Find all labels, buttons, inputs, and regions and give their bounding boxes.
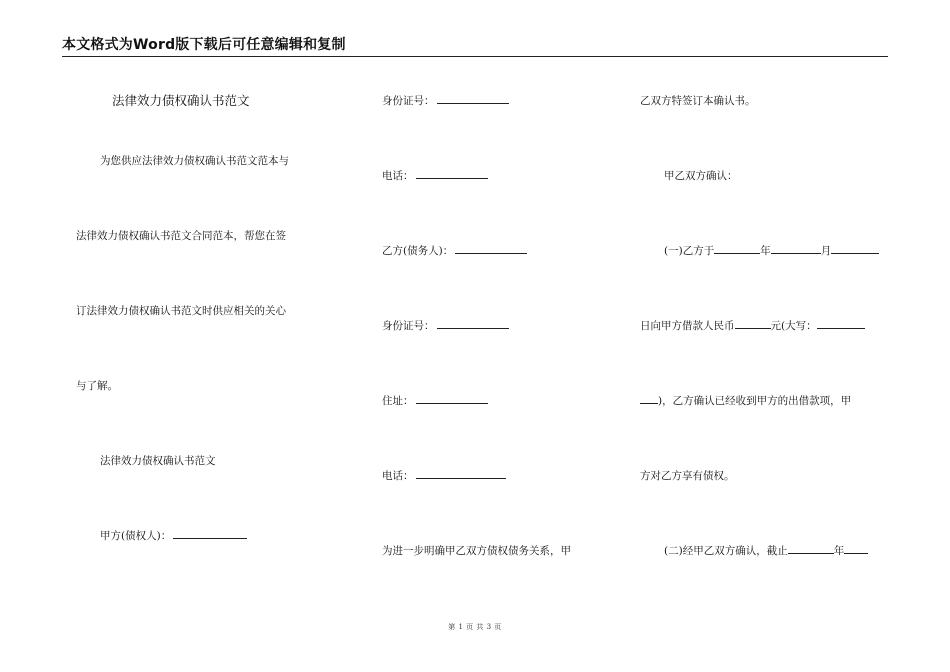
paragraph-line: 订法律效力债权确认书范文时供应相关的关心 bbox=[76, 305, 286, 317]
cutoff-year-blank bbox=[788, 544, 834, 554]
day-blank bbox=[831, 244, 879, 254]
paragraph-line: 为进一步明确甲乙双方债权债务关系，甲 bbox=[382, 545, 571, 557]
id-b-label: 身份证号： bbox=[382, 320, 435, 332]
phone-b-blank bbox=[416, 469, 506, 479]
address-b-field bbox=[382, 394, 488, 408]
amount-uppercase-blank-cont bbox=[640, 394, 658, 404]
phone-a-field bbox=[382, 169, 488, 183]
party-b-blank bbox=[455, 244, 527, 254]
page-header: 本文格式为Word版下载后可任意编辑和复制 bbox=[62, 34, 888, 57]
cutoff-prefix: (二)经甲乙双方确认，截止 bbox=[664, 545, 788, 557]
document-title: 法律效力债权确认书范文 bbox=[112, 93, 250, 108]
cutoff-year-label: 年 bbox=[833, 545, 845, 557]
loan-date-line bbox=[664, 244, 879, 258]
cutoff-date-line bbox=[664, 544, 868, 558]
party-b-field bbox=[382, 244, 527, 258]
party-a-blank bbox=[173, 529, 247, 539]
id-a-label: 身份证号： bbox=[382, 95, 435, 107]
amount-uppercase-blank bbox=[817, 319, 865, 329]
party-b-label: 乙方(债务人)： bbox=[382, 245, 454, 257]
section-subtitle: 法律效力债权确认书范文 bbox=[100, 455, 216, 467]
loan-amount-line bbox=[640, 319, 865, 333]
paragraph-line: 法律效力债权确认书范文合同范本，帮您在签 bbox=[76, 230, 286, 242]
section-heading: 甲乙双方确认： bbox=[664, 170, 738, 182]
loan-amount-prefix: 日向甲方借款人民币 bbox=[640, 320, 735, 332]
page-number: 第 1 页 共 3 页 bbox=[448, 623, 502, 631]
party-a-label: 甲方(债权人)： bbox=[100, 530, 172, 542]
loan-date-prefix: (一)乙方于 bbox=[664, 245, 715, 257]
party-a-field bbox=[100, 529, 247, 543]
phone-a-label: 电话： bbox=[382, 170, 414, 182]
id-b-field bbox=[382, 319, 509, 333]
cutoff-month-blank bbox=[844, 544, 868, 554]
phone-b-label: 电话： bbox=[382, 470, 414, 482]
address-b-label: 住址： bbox=[382, 395, 414, 407]
id-a-blank bbox=[437, 94, 509, 104]
receipt-confirm-text: )，乙方确认已经收到甲方的出借款项，甲 bbox=[658, 395, 852, 407]
address-b-blank bbox=[416, 394, 488, 404]
id-a-field bbox=[382, 94, 509, 108]
year-blank bbox=[714, 244, 760, 254]
month-label: 月 bbox=[820, 245, 832, 257]
paragraph-line: 与了解。 bbox=[76, 380, 118, 392]
phone-a-blank bbox=[416, 169, 488, 179]
paragraph-line: 方对乙方享有债权。 bbox=[640, 470, 735, 482]
amount-uppercase-label: 元(大写： bbox=[770, 320, 817, 332]
month-blank bbox=[771, 244, 821, 254]
phone-b-field bbox=[382, 469, 506, 483]
receipt-confirm-line bbox=[640, 394, 851, 408]
paragraph-line: 乙双方特签订本确认书。 bbox=[640, 95, 756, 107]
year-label: 年 bbox=[760, 245, 771, 257]
amount-blank bbox=[735, 319, 771, 329]
paragraph-line: 为您供应法律效力债权确认书范文范本与 bbox=[100, 155, 289, 167]
id-b-blank bbox=[437, 319, 509, 329]
